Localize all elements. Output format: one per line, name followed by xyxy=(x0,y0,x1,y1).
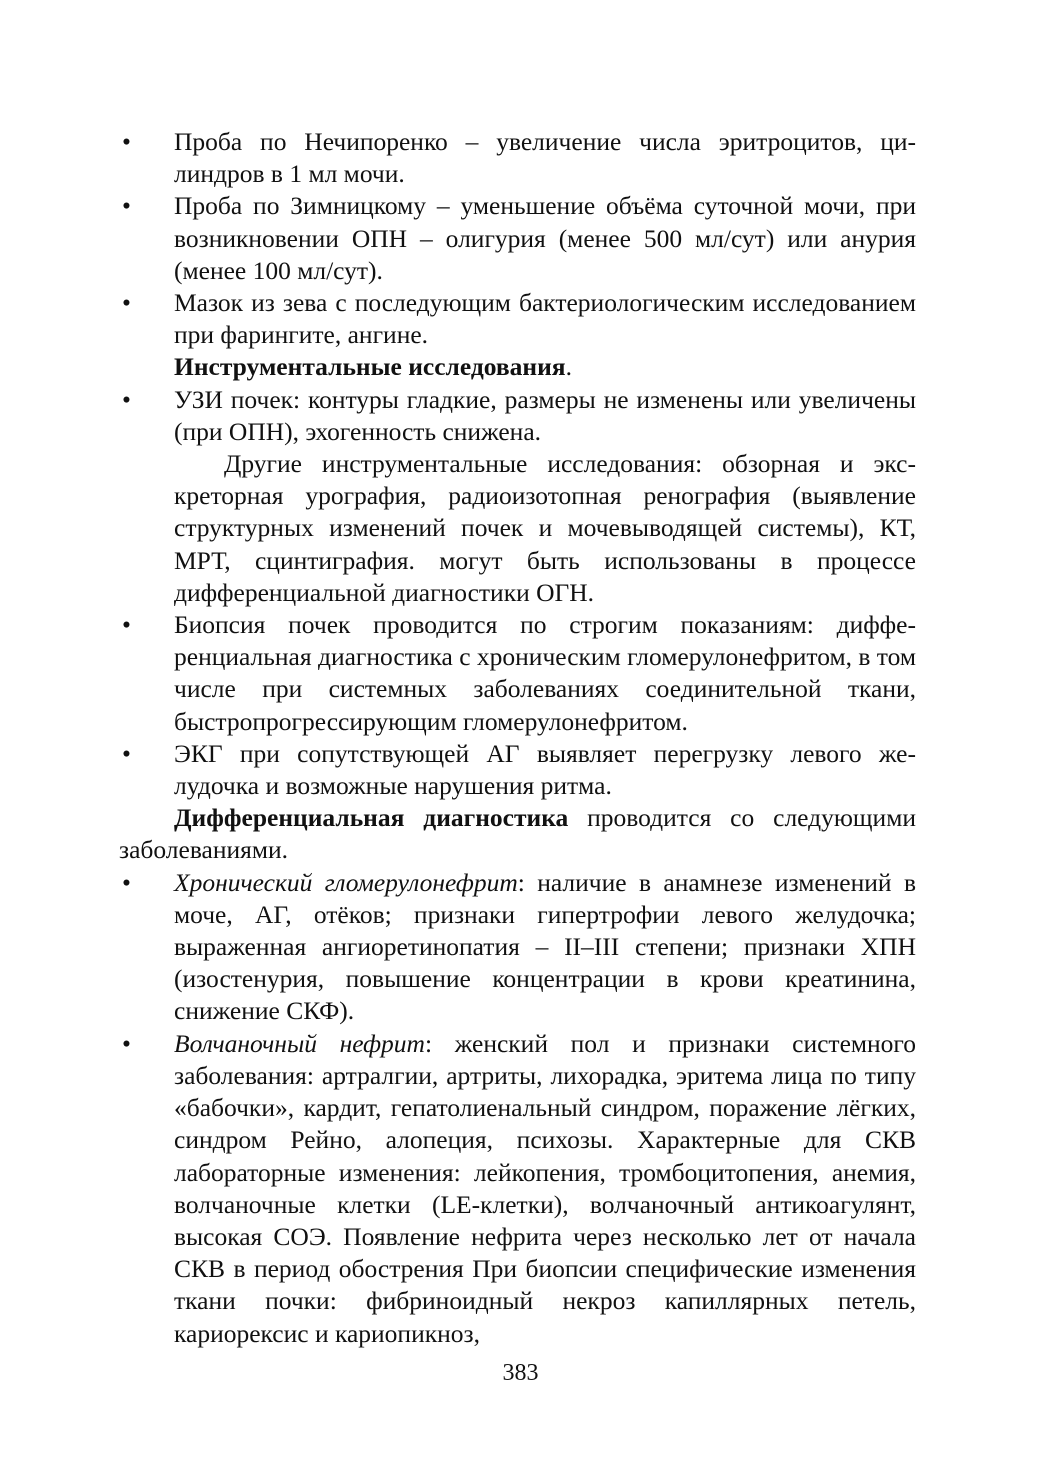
list-item-nechiporenko xyxy=(119,126,916,190)
disease-term-italic: Волчаночный нефрит xyxy=(174,1028,425,1058)
bullet-marker: • xyxy=(122,867,131,897)
list-item-text: : наличие в анамнезе изменений в моче, АГ, отёков; признаки гипертрофии левого желудочка; выраженная ангиоретинопатия – II–III степени; признаки ХПН (изостенурия, повышение концентрации в крови креатинина, снижение СКФ). xyxy=(174,867,916,1026)
list-item-text: Мазок из зева с последующим бактериологическим исследованием при фарингите, ангине. xyxy=(174,288,916,350)
heading-punctuation: . xyxy=(565,352,572,382)
paragraph-text: проводится со следующими заболеваниями. xyxy=(119,803,916,865)
list-item-kidney-biopsy xyxy=(119,609,916,738)
differential-diagnosis-paragraph xyxy=(119,802,916,866)
page-number: 383 xyxy=(502,1360,539,1386)
list-item-text: УЗИ почек: контуры гладкие, размеры не изменены или увеличены (при ОПН), эхогенность снижена. xyxy=(174,384,916,446)
list-item-text: Проба по Нечипоренко – увеличение числа эритроцитов, цилиндров в 1 мл мочи. xyxy=(174,127,916,189)
bullet-marker: • xyxy=(122,384,131,414)
bullet-marker: • xyxy=(122,127,131,156)
section-heading-bold: Инструментальные исследования xyxy=(174,352,566,382)
list-item-zimnitsky xyxy=(119,190,916,287)
disease-term-italic: Хронический гломерулонефрит xyxy=(174,867,518,897)
bullet-marker: • xyxy=(122,738,131,768)
bullet-marker: • xyxy=(122,191,131,221)
list-item-text: : женский пол и признаки системного заболевания: артралгии, артриты, лихорадка, эритема лица по типу «бабочки», кардит, гепатолиенальный синдром, поражение лёгких, синдром Рейно, алопеция, психозы. Характерные для СКВ лабораторные изменения: лейкопения, тромбоцитопения, анемия, волчаночные клетки (LE-клетки), волчаночный антикоагулянт, высокая СОЭ. Появление нефрита через несколько лет от начала СКВ в период обострения При биопсии специфические изменения ткани почки: фибриноидный некроз капиллярных петель, кариорексис и кариопикноз, xyxy=(174,1028,916,1348)
list-item-kidney-ultrasound xyxy=(119,384,916,448)
page-body xyxy=(119,126,916,1350)
other-instrumental-paragraph: Другие инструментальные исследования: обзорная и экскреторная урография, радиоизотопная ренография (выявление структурных изменений почек и мочевыводящей системы), КТ, МРТ, сцинтиграфия. могут быть использованы в процессе дифференциальной диагностики ОГН. xyxy=(174,449,916,607)
instrumental-heading xyxy=(119,351,916,383)
list-item-text: Проба по Зимницкому – уменьшение объёма суточной мочи, при возникновении ОПН – олигурия (менее 500 мл/сут) или анурия (менее 100 мл/сут). xyxy=(174,191,916,285)
bullet-marker: • xyxy=(122,1028,131,1058)
list-item-text: ЭКГ при сопутствующей АГ выявляет перегрузку левого желудочка и возможные нарушения ритма. xyxy=(174,738,916,801)
bullet-marker: • xyxy=(122,288,131,318)
list-item-throat-swab xyxy=(119,287,916,351)
section-heading-bold: Дифференциальная диагностика xyxy=(174,803,569,833)
list-item-lupus-nephritis xyxy=(119,1028,916,1350)
list-item-chronic-gn xyxy=(119,867,916,1028)
list-item-text: Биопсия почек проводится по строгим показаниям: дифференциальная диагностика с хроническим гломерулонефритом, в том числе при системных заболеваниях соединительной ткани, быстропрогрессирующим гломерулонефритом. xyxy=(174,610,916,736)
bullet-marker: • xyxy=(122,610,131,640)
list-item-ecg xyxy=(119,738,916,802)
